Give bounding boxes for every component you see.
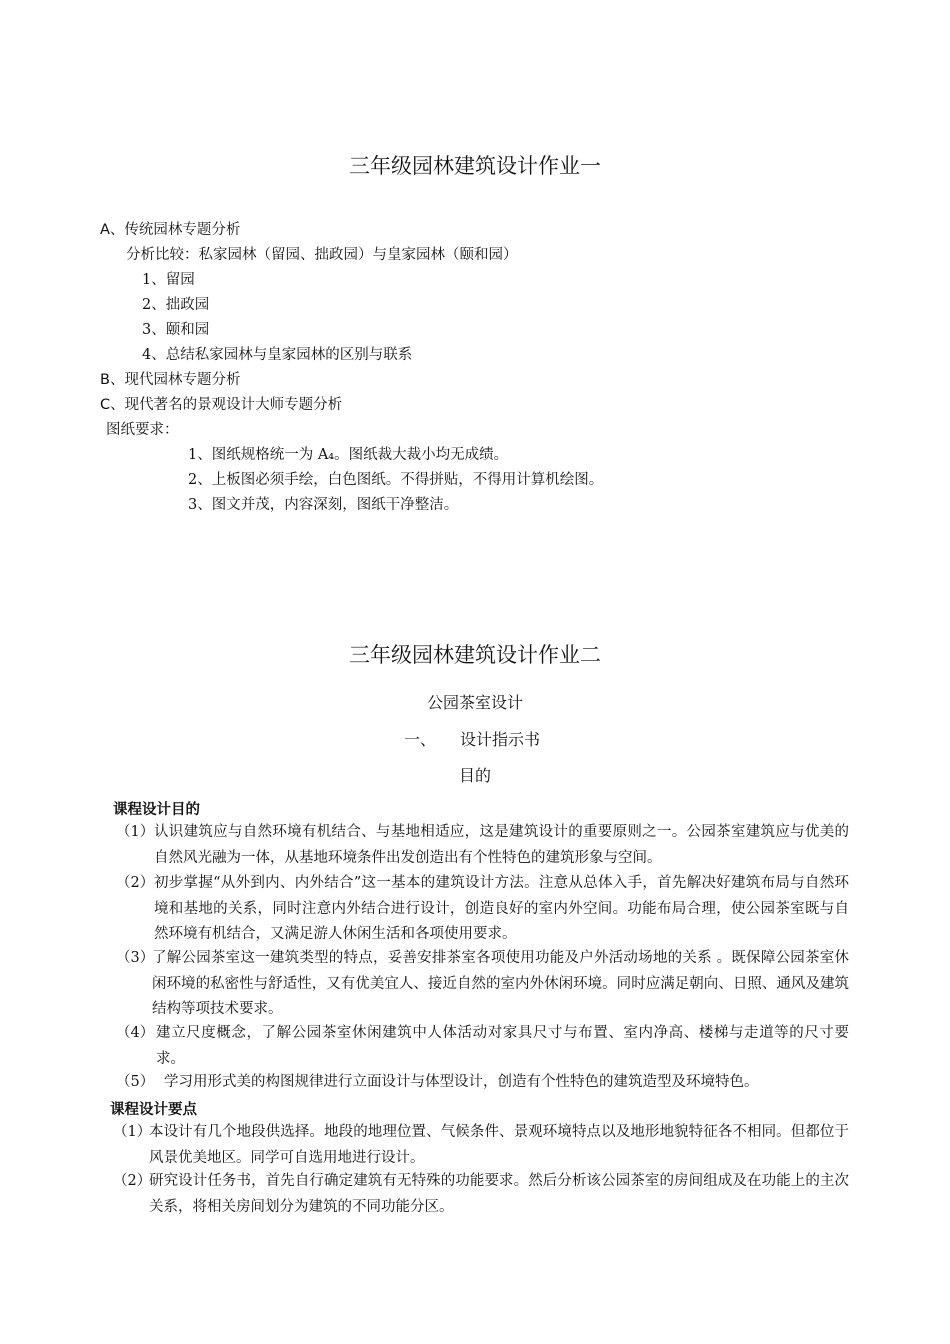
section-number: 一、 <box>404 730 437 749</box>
list-item: 4、总结私家园林与皇家园林的区别与联系 <box>142 347 413 363</box>
goal-item <box>116 871 849 948</box>
section-title: 设计指示书 <box>460 730 541 749</box>
goal-text: 学习用形式美的构图规律进行立面设计与体型设计，创造有个性特色的建筑造型及环境特色。 <box>164 1074 759 1090</box>
point-number: （1） <box>113 1124 152 1140</box>
point-text: 研究设计任务书，首先自行确定建筑有无特殊的功能要求。然后分析该公园茶室的房间组成及在功能上的主次关系，将相关房间划分为建筑的不同功能分区。 <box>149 1173 849 1215</box>
goal-number: （1） <box>116 824 155 840</box>
goal-number: （5） <box>116 1074 155 1090</box>
goal-text: 认识建筑应与自然环境有机结合、与基地相适应，这是建筑设计的重要原则之一。公园茶室建筑应与优美的自然风光融为一体，从基地环境条件出发创造出有个性特色的建筑形象与空间。 <box>154 824 849 866</box>
point-text: 本设计有几个地段供选择。地段的地理位置、气候条件、景观环境特点以及地形地貌特征各不相同。但都位于风景优美地区。同学可自选用地进行设计。 <box>149 1124 849 1166</box>
requirements-label: 图纸要求： <box>106 422 179 438</box>
goal-heading: 课程设计目的 <box>113 802 200 818</box>
point-number: （2） <box>113 1173 152 1189</box>
requirement-item: 3、图文并茂，内容深刻，图纸干净整洁。 <box>188 497 459 513</box>
goal-text: 建立尺度概念，了解公园茶室休闲建筑中人体活动对家具尺寸与布置、室内净高、楼梯与走道等的尺寸要求。 <box>156 1025 849 1067</box>
goal-number: （4） <box>116 1025 155 1041</box>
requirement-item: 1、图纸规格统一为 A₄。图纸裁大裁小均无成绩。 <box>188 447 509 463</box>
doc2-title: 三年级园林建筑设计作业二 <box>349 643 601 667</box>
points-heading: 课程设计要点 <box>110 1102 197 1118</box>
goal-text: 初步掌握“从外到内、内外结合”这一基本的建筑设计方法。注意从总体入手，首先解决好建筑布局与自然环境和基地的关系，同时注意内外结合进行设计，创造良好的室内外空间。功能布局合理，使公园茶室既与自然环境有机结合，又满足游人休闲生活和各项使用要求。 <box>154 875 849 942</box>
goal-number: （2） <box>116 875 155 891</box>
requirement-item: 2、上板图必须手绘，白色图纸。不得拼贴，不得用计算机绘图。 <box>188 472 604 488</box>
point-item <box>113 1169 849 1220</box>
point-item <box>113 1120 849 1171</box>
compare-line: 分析比较：私家园林（留园、拙政园）与皇家园林（颐和园） <box>126 247 518 263</box>
section-c-heading: C、现代著名的景观设计大师专题分析 <box>100 397 343 413</box>
doc1-title: 三年级园林建筑设计作业一 <box>349 154 601 178</box>
list-item: 3、颐和园 <box>142 322 210 338</box>
goal-item <box>116 1070 856 1096</box>
list-item: 2、拙政园 <box>142 297 210 313</box>
goal-number: （3） <box>116 950 155 966</box>
goal-item <box>116 946 849 1023</box>
section-b-heading: B、现代园林专题分析 <box>100 372 241 388</box>
section-a-heading: A、传统园林专题分析 <box>100 222 241 238</box>
purpose-heading: 目的 <box>458 766 491 785</box>
goal-item <box>116 820 849 871</box>
goal-text: 了解公园茶室这一建筑类型的特点，妥善安排茶室各项使用功能及户外活动场地的关系 。既保障公园茶室休闲环境的私密性与舒适性，又有优美宜人、接近自然的室内外休闲环境。同时应满足朝向、日照、通风及建筑结构等项技术要求。 <box>152 950 849 1017</box>
doc2-subtitle: 公园茶室设计 <box>426 693 523 712</box>
goal-item <box>116 1021 849 1072</box>
list-item: 1、留园 <box>142 272 195 288</box>
